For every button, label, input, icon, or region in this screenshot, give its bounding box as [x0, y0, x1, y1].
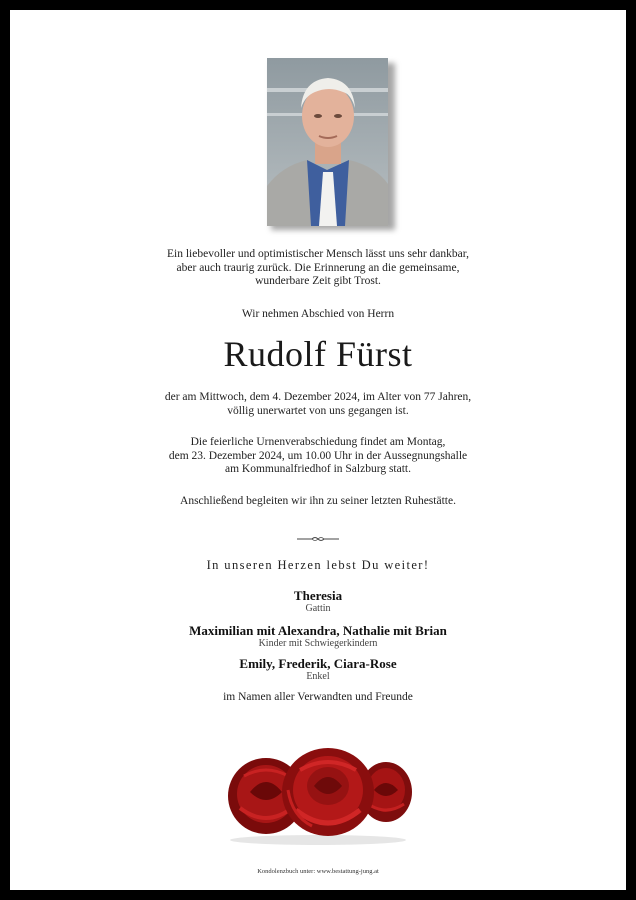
motto: In unseren Herzen lebst Du weiter! — [206, 558, 430, 572]
farewell-line: Wir nehmen Abschied von Herrn — [241, 308, 395, 320]
ornament-divider-icon — [296, 534, 340, 544]
death-line: der am Mittwoch, dem 4. Dezember 2024, im Alter von 77 Jahren, — [164, 391, 472, 403]
footer-condolence: Kondolenzbuch unter: www.bestattung-jung.at — [257, 868, 379, 875]
deceased-name: Rudolf Fürst — [223, 334, 413, 374]
burial-line: Anschließend begleiten wir ihn zu seiner letzten Ruhestätte. — [180, 495, 456, 507]
death-line: völlig unerwartet von uns gegangen ist. — [227, 404, 409, 417]
portrait-photo — [267, 58, 388, 226]
family-relation: Enkel — [306, 671, 330, 682]
intro-line: Ein liebevoller und optimistischer Mensch lässt uns sehr dankbar, — [167, 248, 469, 260]
roses-image — [218, 746, 418, 846]
ceremony-line: dem 23. Dezember 2024, um 10.00 Uhr in der Aussegnungshalle — [168, 449, 468, 462]
family-entry — [10, 588, 626, 615]
closing-line: im Namen aller Verwandten und Freunde — [223, 691, 413, 703]
family-entry — [10, 623, 626, 650]
obituary-page — [10, 10, 626, 890]
ceremony-line: Die feierliche Urnenverabschiedung findet am Montag, — [190, 436, 446, 448]
family-name: Theresia — [293, 588, 343, 603]
intro-text — [10, 248, 626, 289]
family-name: Maximilian mit Alexandra, Nathalie mit Brian — [189, 623, 447, 638]
family-name: Emily, Frederik, Ciara-Rose — [239, 656, 397, 671]
intro-line: wunderbare Zeit gibt Trost. — [255, 275, 381, 287]
intro-line: aber auch traurig zurück. Die Erinnerung an die gemeinsame, — [176, 261, 460, 274]
ceremony-line: am Kommunalfriedhof in Salzburg statt. — [225, 463, 411, 475]
death-notice — [10, 391, 626, 418]
ceremony-notice — [10, 436, 626, 477]
family-relation: Kinder mit Schwiegerkindern — [258, 638, 378, 649]
family-relation: Gattin — [305, 603, 331, 614]
family-entry — [10, 656, 626, 683]
